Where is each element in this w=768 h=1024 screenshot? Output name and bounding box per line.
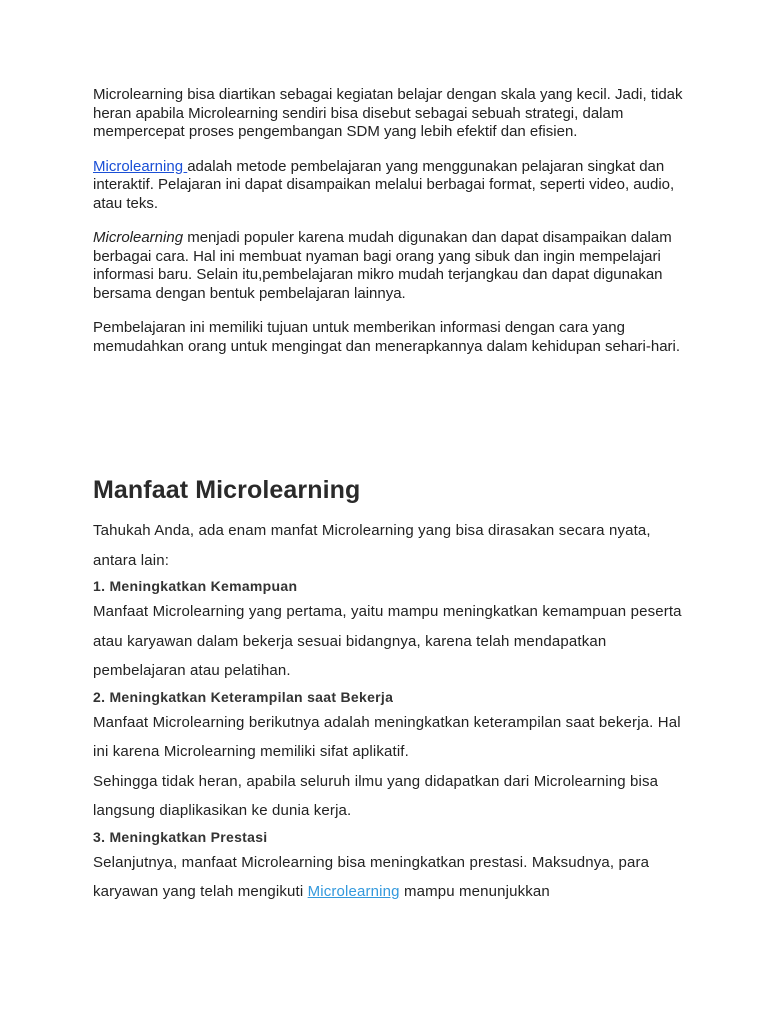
benefit-text-2: Manfaat Microlearning berikutnya adalah meningkatkan keterampilan saat bekerja. Hal ini karena Microlearning memiliki sifat aplikatif. — [93, 713, 681, 760]
intro-paragraph-3 — [93, 229, 693, 303]
document-page — [93, 86, 693, 900]
intro-paragraph-2 — [93, 158, 693, 214]
benefit-title-2: 2. Meningkatkan Keterampilan saat Bekerja — [93, 688, 394, 705]
intro-paragraph-4: Pembelajaran ini memiliki tujuan untuk memberikan informasi dengan cara yang memudahkan orang untuk mengingat dan menerapkannya dalam kehidupan sehari-hari. — [93, 319, 681, 355]
microlearning-link[interactable]: Microlearning — [93, 157, 188, 175]
benefit-title-1: 1. Meningkatkan Kemampuan — [93, 578, 298, 594]
benefits-section — [93, 516, 693, 907]
intro-section — [93, 86, 693, 356]
benefit-text-2b: Sehingga tidak heran, apabila seluruh ilmu yang didapatkan dari Microlearning bisa langsung diaplikasikan ke dunia kerja. — [93, 772, 659, 819]
microlearning-link-2[interactable]: Microlearning — [307, 883, 400, 900]
benefit-text-3-start: Selanjutnya, manfaat Microlearning bisa meningkatkan prestasi. Maksudnya, para karyawan yang telah mengikuti — [93, 853, 650, 900]
intro-paragraph-3-text: menjadi populer karena mudah digunakan dan dapat disampaikan dalam berbagai cara. Hal ini membuat nyaman bagi orang yang sibuk dan ingin mempelajari informasi baru. Selain itu,pembelajaran mikro mudah terjangkau dan dapat digunakan bersama dengan bentuk pembelajaran lainnya. — [93, 229, 672, 302]
microlearning-emphasis: Microlearning — [93, 229, 184, 246]
benefit-text-3-end: mampu menunjukkan — [399, 883, 550, 900]
benefit-title-3: 3. Meningkatkan Prestasi — [93, 828, 268, 845]
benefit-text-1: Manfaat Microlearning yang pertama, yaitu mampu meningkatkan kemampuan peserta atau karyawan dalam bekerja sesuai bidangnya, karena telah mendapatkan pembelajaran atau pelatihan. — [93, 603, 682, 679]
intro-paragraph-1: Microlearning bisa diartikan sebagai kegiatan belajar dengan skala yang kecil. Jadi, tidak heran apabila Microlearning sendiri bisa disebut sebagai sebuah strategi, dalam mempercepat proses pengembangan SDM yang lebih efektif dan efisien. — [93, 86, 683, 140]
section-heading: Manfaat Microlearning — [93, 476, 361, 504]
benefits-lead: Tahukah Anda, ada enam manfat Microlearning yang bisa dirasakan secara nyata, antara lain: — [93, 522, 651, 569]
intro-paragraph-2-text: adalah metode pembelajaran yang menggunakan pelajaran singkat dan interaktif. Pelajaran ini dapat disampaikan melalui berbagai format, seperti video, audio, atau teks. — [93, 157, 675, 212]
benefit-text-3 — [93, 848, 693, 907]
